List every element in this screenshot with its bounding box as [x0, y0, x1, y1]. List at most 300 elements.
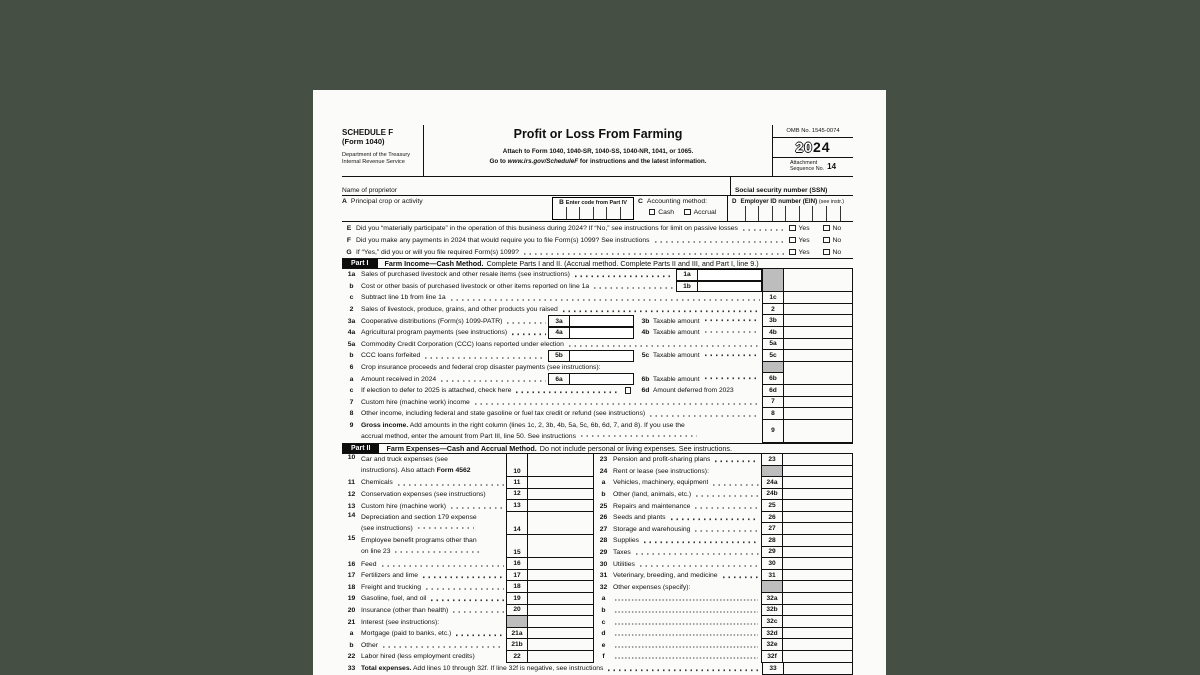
question-letter: F: [346, 236, 352, 244]
amount-field-2[interactable]: [783, 304, 853, 316]
amount-field-3a[interactable]: [570, 315, 634, 327]
year-prefix: 20: [795, 139, 813, 155]
amount-field-15[interactable]: [527, 535, 594, 558]
amount-field-16[interactable]: [527, 558, 594, 570]
amount-field-14[interactable]: [527, 512, 594, 535]
line-number: 5c: [641, 352, 650, 360]
line-label: Taxable amount: [653, 375, 700, 383]
line-label: Other: [361, 641, 378, 649]
line-number: 6b: [641, 375, 650, 383]
amount-field: [782, 581, 853, 593]
ein-cells: [732, 206, 853, 221]
dot-leader: [381, 646, 504, 648]
checkbox-defer-election[interactable]: [625, 387, 632, 394]
proprietor-name-field[interactable]: [342, 177, 730, 195]
amount-field-5a[interactable]: [783, 339, 853, 351]
amount-field-11[interactable]: [527, 477, 594, 489]
amount-field-32f[interactable]: [782, 651, 853, 663]
line-number-box-3a: 3a: [548, 315, 570, 327]
line-number-box-27: 27: [761, 523, 782, 535]
line-label: Cost or other basis of purchased livestock or other items reported on line 1a: [361, 282, 590, 290]
part1-row-2: [342, 304, 853, 316]
part2-row-18: [342, 581, 594, 593]
line-number: b: [601, 606, 606, 614]
amount-field-1a[interactable]: [698, 269, 762, 281]
part1-row-9: [342, 420, 853, 443]
part2-row-20: [342, 605, 594, 617]
line-label: Amount received in 2024: [361, 375, 437, 383]
part2-header: [342, 443, 853, 454]
amount-field-5c[interactable]: [783, 350, 853, 362]
line-label: Sales of livestock, produce, grains, and other products you raised: [361, 306, 558, 314]
part2-row-30: [594, 558, 853, 570]
line-label: Feed: [361, 560, 377, 568]
line-number: 9: [349, 421, 354, 429]
line-number-box-6a: 6a: [548, 373, 570, 385]
label-text: accrual method, enter the amount from Part III, line 50. See instructions: [361, 432, 576, 440]
line-number: 23: [599, 456, 608, 464]
part2-row-32e: [594, 639, 853, 651]
part2-row-11: [342, 477, 594, 489]
line-label: Seeds and plants: [613, 514, 666, 522]
line-number-box: [762, 281, 783, 293]
ein-section: [727, 196, 853, 221]
line-number-box-24b: 24b: [761, 489, 782, 501]
ein-digit-cell[interactable]: [745, 206, 759, 221]
dot-leader: [693, 530, 759, 532]
expense-description-32a[interactable]: [614, 599, 758, 601]
ein-digit-cell[interactable]: [785, 206, 799, 221]
checkbox-e-yes[interactable]: [789, 225, 796, 232]
line-c-header: [638, 198, 727, 205]
checkbox-f-yes[interactable]: [789, 237, 796, 244]
line-number-box-2: 2: [762, 304, 783, 316]
question-letter: G: [346, 248, 352, 256]
line-number: 20: [347, 606, 356, 614]
amount-field-32e[interactable]: [782, 639, 853, 651]
label-text: Total expenses.: [361, 665, 412, 673]
amount-field-20[interactable]: [527, 605, 594, 617]
part2-title: Farm Expenses—Cash and Accrual Method.: [386, 443, 537, 453]
yes-group-e: [789, 225, 823, 232]
line-label: Interest (see instructions):: [361, 618, 440, 626]
accounting-method-options: [638, 209, 727, 216]
dot-leader: [522, 253, 787, 255]
form-header-center: [424, 125, 772, 176]
dot-leader: [648, 415, 760, 417]
checkbox-cash[interactable]: [649, 209, 656, 216]
question-row-g: [342, 246, 853, 258]
amount-field-25[interactable]: [782, 500, 853, 512]
line-number: 16: [347, 560, 356, 568]
part2-row-24a: [594, 477, 853, 489]
amount-field: [527, 616, 594, 628]
questions-efg: [342, 222, 853, 258]
line-a-letter: A: [342, 198, 347, 205]
line-number: c: [349, 294, 354, 302]
question-letter: E: [346, 224, 352, 232]
expense-description-32e[interactable]: [614, 646, 758, 648]
line-d-note: (see instr.): [818, 199, 845, 205]
line-number-box-10: 10: [506, 454, 527, 477]
line-number: 4b: [641, 329, 650, 337]
line-number: 22: [347, 653, 356, 661]
label-text: Car and truck expenses (see: [361, 455, 448, 463]
amount-field: [783, 269, 853, 281]
line-number-box-32a: 32a: [761, 593, 782, 605]
line-number-box-26: 26: [761, 512, 782, 524]
part2-row-21a: [342, 628, 594, 640]
part2-row-26: [594, 512, 853, 524]
amount-field: [783, 362, 853, 374]
line-number-box-32d: 32d: [761, 628, 782, 640]
line-number: 26: [599, 514, 608, 522]
line-label: Taxable amount: [653, 352, 700, 360]
amount-field-17[interactable]: [527, 570, 594, 582]
form-header-right: [772, 125, 853, 176]
amount-field-24a[interactable]: [782, 477, 853, 489]
amount-field-6b[interactable]: [783, 373, 853, 385]
line-number-box-1b: 1b: [676, 281, 698, 293]
part2-row-32f: [594, 651, 853, 663]
amount-field-32b[interactable]: [782, 605, 853, 617]
part2-row-10: [342, 454, 594, 477]
line-number-box-24a: 24a: [761, 477, 782, 489]
part1-row-1b: [342, 281, 853, 293]
expense-description-32d[interactable]: [614, 634, 758, 636]
amount-field-24b[interactable]: [782, 489, 853, 501]
accounting-method-section: [634, 196, 727, 221]
part1-row-6d: [342, 385, 853, 397]
checkbox-e-no[interactable]: [823, 225, 830, 232]
line-number: 5a: [347, 340, 356, 348]
name-ssn-row: [342, 177, 853, 196]
line-b-label: Enter code from Part IV: [565, 200, 627, 206]
amount-field-9[interactable]: [783, 420, 853, 443]
code-digit-cell[interactable]: [620, 207, 634, 219]
label-text: on line 23: [361, 548, 391, 556]
part1-subtitle: Complete Parts I and II. (Accrual method. Complete Parts II and III, and Part I, line 9.): [486, 259, 759, 268]
line-number-box-12: 12: [506, 489, 527, 501]
dot-leader: [703, 354, 760, 356]
dot-leader: [514, 391, 619, 393]
amount-field-33[interactable]: [783, 663, 853, 675]
line-number: 21: [347, 618, 356, 626]
line-number-box-11: 11: [506, 477, 527, 489]
line-a-label: Principal crop or activity: [350, 198, 423, 205]
line-number-box-1c: 1c: [762, 292, 783, 304]
question-text: If “Yes,” did you or will you file required Form(s) 1099?: [356, 248, 519, 256]
line-label: If election to defer to 2025 is attached, check here: [361, 387, 512, 395]
amount-field-5b[interactable]: [570, 350, 634, 362]
activity-code-cells: [553, 207, 633, 219]
goto-instruction: [424, 158, 772, 165]
line-number-box-23: 23: [761, 454, 782, 466]
line-number: 12: [347, 490, 356, 498]
part2-row-25: [594, 500, 853, 512]
line-number: 17: [347, 572, 356, 580]
goto-suffix: for instructions and the latest information.: [578, 158, 707, 165]
part1-row-6: [342, 362, 853, 374]
ein-digit-cell[interactable]: [799, 206, 813, 221]
expense-description-32c[interactable]: [614, 623, 758, 625]
amount-field-4b[interactable]: [783, 327, 853, 339]
line-number-box-31: 31: [761, 570, 782, 582]
yes-label: Yes: [798, 224, 810, 232]
line-number: a: [349, 630, 354, 638]
line-label: Supplies: [613, 537, 640, 545]
part2-row-12: [342, 489, 594, 501]
amount-field-32a[interactable]: [782, 593, 853, 605]
goto-prefix: Go to: [489, 158, 508, 165]
label-text: (see instructions): [361, 524, 413, 532]
line-label: Taxable amount: [653, 317, 700, 325]
line-number: 25: [599, 502, 608, 510]
line-label: Other (land, animals, etc.): [613, 490, 692, 498]
line-number: 27: [599, 525, 608, 533]
amount-field-6d[interactable]: [783, 385, 853, 397]
amount-field-6a[interactable]: [570, 373, 634, 385]
part2-row-15: [342, 535, 594, 558]
checkbox-accrual[interactable]: [684, 209, 691, 216]
expense-description-32b[interactable]: [614, 611, 758, 613]
line-label: Freight and trucking: [361, 583, 422, 591]
line-label: Mortgage (paid to banks, etc.): [361, 630, 452, 638]
checkbox-f-no[interactable]: [823, 237, 830, 244]
line-number-box: [506, 616, 527, 628]
line-number-box-5a: 5a: [762, 339, 783, 351]
amount-field-19[interactable]: [527, 593, 594, 605]
line-number: d: [601, 630, 606, 638]
sequence-number: 14: [827, 161, 837, 171]
part2-row-17: [342, 570, 594, 582]
line-label: Custom hire (machine work) income: [361, 398, 470, 406]
proprietor-name-label: Name of proprietor: [342, 186, 397, 194]
line-label: Gasoline, fuel, and oil: [361, 595, 427, 603]
line-number: 8: [349, 410, 354, 418]
label-text: Employee benefit programs other than: [361, 537, 477, 545]
line-number-box-32b: 32b: [761, 605, 782, 617]
amount-field: [782, 466, 853, 478]
line-label: Insurance (other than health): [361, 606, 449, 614]
amount-field-1b[interactable]: [698, 281, 762, 293]
line-number-box: [761, 466, 782, 478]
no-label: No: [832, 236, 842, 244]
part2-row-16: [342, 558, 594, 570]
line-number-box-32f: 32f: [761, 651, 782, 663]
line-d-header: [732, 198, 853, 205]
line-number: b: [349, 641, 354, 649]
ein-digit-cell[interactable]: [732, 206, 745, 221]
no-group-f: [823, 237, 853, 244]
line-number: 10: [347, 453, 356, 461]
amount-field-21a[interactable]: [527, 628, 594, 640]
line-label: Cooperative distributions (Form(s) 1099-PATR): [361, 317, 503, 325]
code-digit-cell[interactable]: [579, 207, 593, 219]
dot-leader: [703, 331, 760, 333]
checkbox-g-no[interactable]: [823, 249, 830, 256]
code-digit-cell[interactable]: [593, 207, 607, 219]
code-digit-cell[interactable]: [553, 207, 566, 219]
amount-field-12[interactable]: [527, 489, 594, 501]
amount-field: [783, 281, 853, 293]
code-digit-cell[interactable]: [566, 207, 580, 219]
line-number-box-8: 8: [762, 408, 783, 420]
line-number-box-18: 18: [506, 581, 527, 593]
ssn-label: Social security number (SSN): [735, 186, 828, 194]
part1-row-5a: [342, 339, 853, 351]
amount-field-29[interactable]: [782, 547, 853, 559]
amount-field-26[interactable]: [782, 512, 853, 524]
line-number: a: [349, 375, 354, 383]
amount-field-8[interactable]: [783, 408, 853, 420]
line-number: 1a: [347, 271, 356, 279]
line-number: 31: [599, 572, 608, 580]
dot-leader: [510, 333, 546, 335]
dot-leader: [592, 287, 674, 289]
part2-row-31: [594, 570, 853, 582]
part1-row-4b: [342, 327, 853, 339]
amount-field-23[interactable]: [782, 454, 853, 466]
line-number: 6: [349, 364, 354, 372]
line-number: 14: [347, 511, 356, 519]
line-number: 11: [347, 479, 356, 487]
line-label: Conservation expenses (see instructions): [361, 490, 486, 498]
amount-field-30[interactable]: [782, 558, 853, 570]
dot-leader: [721, 576, 759, 578]
line-number: 4a: [347, 329, 356, 337]
amount-field-4a[interactable]: [570, 327, 634, 339]
amount-field-13[interactable]: [527, 500, 594, 512]
total-expenses-row: [342, 663, 853, 675]
ein-digit-cell[interactable]: [758, 206, 772, 221]
yes-group-f: [789, 237, 823, 244]
no-group-e: [823, 225, 853, 232]
line-number: a: [601, 479, 606, 487]
part1-row-5c: [342, 350, 853, 362]
line-number-box-32e: 32e: [761, 639, 782, 651]
form-title: Profit or Loss From Farming: [513, 127, 683, 141]
amount-field-7[interactable]: [783, 397, 853, 409]
dot-leader: [606, 669, 760, 671]
part1-row-8: [342, 408, 853, 420]
dot-leader: [713, 460, 759, 462]
part2-row-19: [342, 593, 594, 605]
amount-field-18[interactable]: [527, 581, 594, 593]
line-number-box: [762, 269, 783, 281]
dot-leader: [561, 310, 760, 312]
accounting-option-accrual: [684, 209, 716, 216]
dot-leader: [573, 275, 674, 277]
dot-leader: [505, 322, 546, 324]
amount-field-10[interactable]: [527, 454, 594, 477]
label-text: Form 4562: [436, 466, 471, 474]
line-c-label: Accounting method:: [646, 198, 707, 205]
activity-code-box[interactable]: [552, 197, 634, 220]
line-number: f: [602, 653, 605, 661]
ssn-field[interactable]: [730, 177, 853, 195]
line-number: 2: [349, 306, 354, 314]
line-label: CCC loans forfeited: [361, 352, 421, 360]
line-number: 29: [599, 548, 608, 556]
form-number-label: (Form 1040): [342, 137, 385, 146]
line-number-box-32c: 32c: [761, 616, 782, 628]
amount-field-27[interactable]: [782, 523, 853, 535]
form-header-left: [342, 125, 424, 176]
dot-leader: [711, 484, 759, 486]
part1-header: [342, 258, 853, 269]
ein-digit-cell[interactable]: [772, 206, 786, 221]
line-label: Storage and warehousing: [613, 525, 691, 533]
dot-leader: [473, 403, 760, 405]
code-digit-cell[interactable]: [606, 207, 620, 219]
line-number-box-13: 13: [506, 500, 527, 512]
dot-leader: [741, 229, 787, 231]
part2-row-24b: [594, 489, 853, 501]
dot-leader: [454, 634, 504, 636]
line-number-box-25: 25: [761, 500, 782, 512]
part2-row-29: [594, 547, 853, 559]
question-row-e: [342, 222, 853, 234]
part2-row-32: [594, 581, 853, 593]
line-number: 6d: [641, 387, 650, 395]
ein-digit-cell[interactable]: [826, 206, 840, 221]
line-number-box-16: 16: [506, 558, 527, 570]
amount-field-22[interactable]: [527, 651, 594, 663]
ein-digit-cell[interactable]: [840, 206, 854, 221]
line-number: 3a: [347, 317, 356, 325]
principal-crop-field[interactable]: [342, 196, 552, 221]
part2-badge: Part II: [342, 444, 379, 454]
line-number-box-17: 17: [506, 570, 527, 582]
dot-leader: [421, 576, 504, 578]
attachment-sequence: [773, 158, 853, 172]
line-label: Commodity Credit Corporation (CCC) loans reported under election: [361, 340, 564, 348]
dot-leader: [642, 541, 759, 543]
dot-leader: [703, 377, 760, 379]
amount-field-3b[interactable]: [783, 315, 853, 327]
line-label: Fertilizers and lime: [361, 572, 419, 580]
amount-field-1c[interactable]: [783, 292, 853, 304]
part2-row-32d: [594, 628, 853, 640]
no-label: No: [832, 248, 842, 256]
question-row-f: [342, 234, 853, 246]
amount-field-28[interactable]: [782, 535, 853, 547]
ein-digit-cell[interactable]: [812, 206, 826, 221]
question-text: Did you make any payments in 2024 that would require you to file Form(s) 1099? See instructions: [356, 236, 650, 244]
line-number-box-19: 19: [506, 593, 527, 605]
dot-leader: [449, 507, 504, 509]
line-number-box-9: 9: [762, 420, 783, 443]
amount-field-21b[interactable]: [527, 639, 594, 651]
line-label: Taxable amount: [653, 329, 700, 337]
line-number: b: [349, 282, 354, 290]
amount-field-31[interactable]: [782, 570, 853, 582]
checkbox-g-yes[interactable]: [789, 249, 796, 256]
amount-field-32c[interactable]: [782, 616, 853, 628]
dot-leader: [634, 553, 759, 555]
dot-leader: [423, 357, 546, 359]
line-number-box: [762, 362, 783, 374]
expense-description-32f[interactable]: [614, 657, 758, 659]
line-number-box-14: 14: [506, 512, 527, 535]
part1-rows: [342, 269, 853, 443]
question-text: Did you “materially participate” in the operation of this business during 2024? If “No,” see instructions for limit on passive losses: [356, 224, 738, 232]
line-label: Utilities: [613, 560, 635, 568]
amount-field-32d[interactable]: [782, 628, 853, 640]
attach-instruction: Attach to Form 1040, 1040-SR, 1040-SS, 1040-NR, 1041, or 1065.: [502, 148, 694, 155]
dot-leader: [693, 507, 759, 509]
